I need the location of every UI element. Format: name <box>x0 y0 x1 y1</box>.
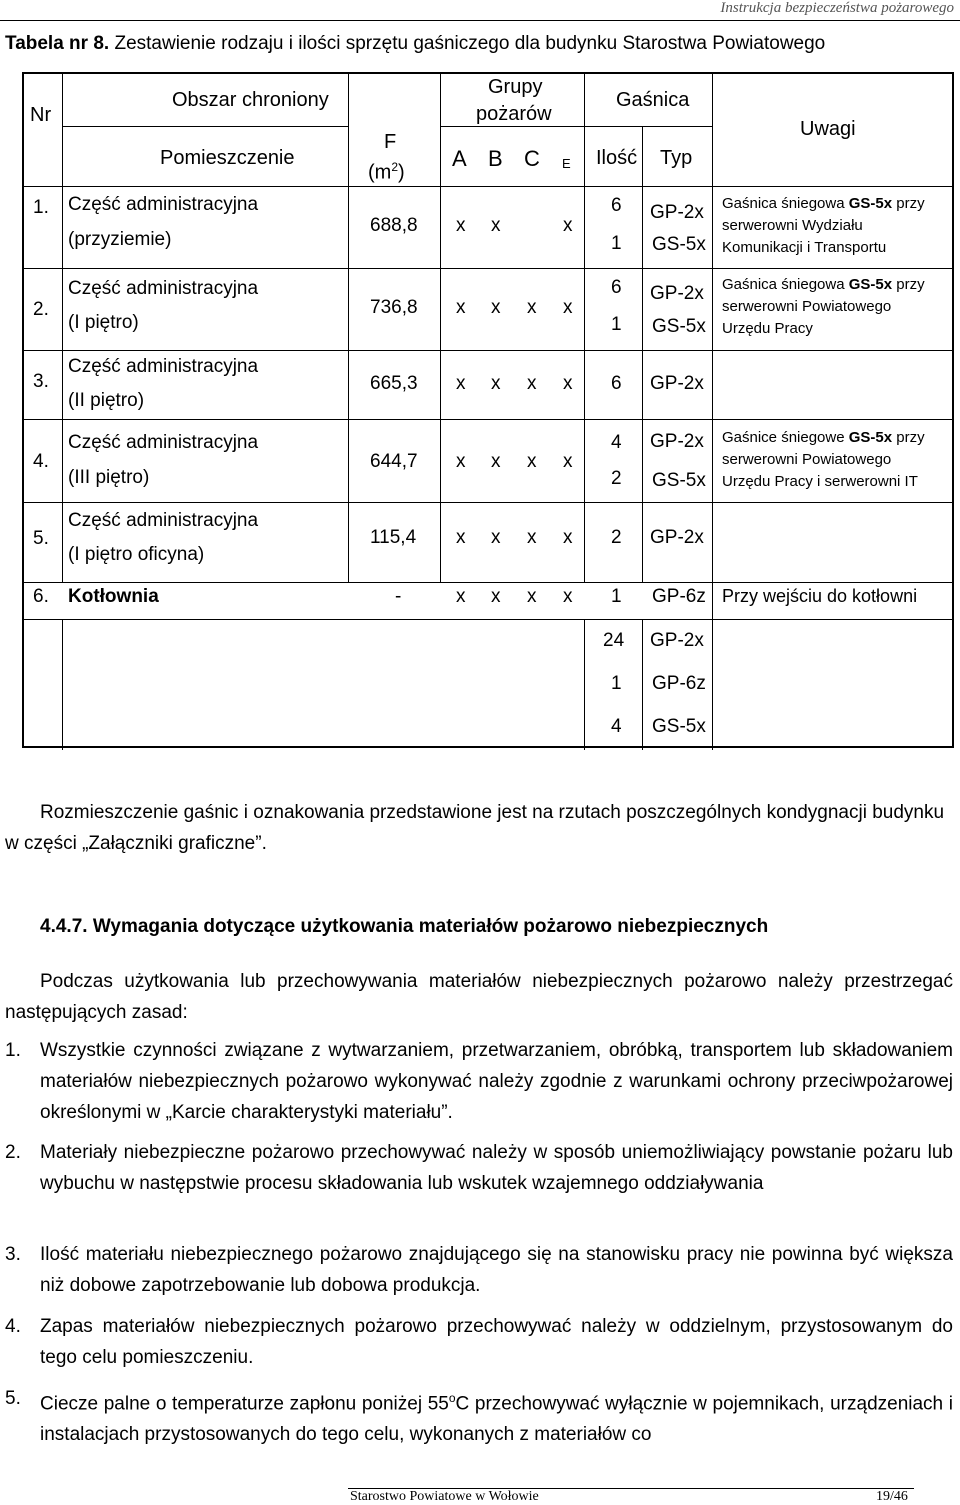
total-qty: 1 <box>611 673 622 694</box>
group-mark: x <box>491 451 501 472</box>
col-divider <box>348 74 349 582</box>
total-type: GP-6z <box>652 673 706 694</box>
total-type: GS-5x <box>652 716 706 737</box>
total-qty: 24 <box>603 630 625 651</box>
row-nr: 4. <box>33 451 49 472</box>
col-divider <box>584 74 585 582</box>
row-divider <box>24 268 954 269</box>
group-mark: x <box>563 297 573 318</box>
col-divider <box>62 74 63 582</box>
col-divider <box>440 74 441 582</box>
row-area-value: 688,8 <box>370 215 418 236</box>
row-type: GP-2x <box>650 373 704 394</box>
row-type: GP-2x <box>650 202 704 223</box>
row-area-line2: (I piętro) <box>68 312 139 333</box>
group-mark: x <box>456 527 466 548</box>
row-notes: Gaśnice śniegowe GS-5x przy serwerowni Powiatowego Urzędu Pracy i serwerowni IT <box>722 429 925 490</box>
row-divider <box>24 419 954 420</box>
item-text: Zapas materiałów niebezpiecznych pożarowo przechowywać należy w oddzielnym, przystosowanym do tego celu pomieszczeniu. <box>40 1316 953 1368</box>
item-number: 1. <box>5 1040 21 1061</box>
row-area-line2: (III piętro) <box>68 467 150 488</box>
row-type: GP-2x <box>650 431 704 452</box>
row-qty: 6 <box>611 277 622 298</box>
header-gasnica: Gaśnica <box>616 89 690 111</box>
header-e: E <box>562 156 571 171</box>
row-area-line1: Kotłownia <box>68 586 159 607</box>
row-type: GS-5x <box>652 234 706 255</box>
item-text: Ciecze palne o temperaturze zapłonu poniżej 55$^o$C przechowywać wyłącznie w pojemnikach, urządzeniach i instalacjach przystosowanych do tego celu, wykonanych z materiałów co <box>40 1391 953 1445</box>
row-qty: 6 <box>611 195 622 216</box>
header-typ: Typ <box>660 147 693 169</box>
row-area-value: 115,4 <box>370 527 417 548</box>
row-area-value: 665,3 <box>370 373 418 394</box>
caption-label: Tabela nr 8. <box>5 33 110 54</box>
row-area-value: - <box>395 586 402 607</box>
item-number: 4. <box>5 1316 21 1337</box>
row-area-line1: Część administracyjna <box>68 432 259 453</box>
row-divider <box>24 619 954 620</box>
group-mark: x <box>491 215 501 236</box>
row-qty: 1 <box>611 314 622 335</box>
note-paragraph: Rozmieszczenie gaśnic i oznakowania przedstawione jest na rzutach poszczególnych kondygnacji budynku w części „Załączniki graficzne”. <box>5 802 945 854</box>
header-uwagi: Uwagi <box>800 118 856 140</box>
item-text: Ilość materiału niebezpiecznego pożarowo znajdującego się na stanowisku pracy nie powinna być większa niż dobowe zapotrzebowanie lub dobowa produkcja. <box>40 1244 953 1296</box>
row-area-line1: Część administracyjna <box>68 356 259 377</box>
header-f: F <box>384 131 397 153</box>
row-divider <box>440 126 712 127</box>
row-area-line1: Część administracyjna <box>68 194 259 215</box>
group-mark: x <box>563 373 573 394</box>
col-divider <box>712 619 713 750</box>
row-type: GP-2x <box>650 527 704 548</box>
header-c: C <box>524 146 540 171</box>
header-grupy: Grupy <box>488 76 543 98</box>
table-caption <box>5 33 825 55</box>
row-qty: 2 <box>611 527 622 548</box>
row-qty: 1 <box>611 586 622 607</box>
row-area-line2: (przyziemie) <box>68 229 172 250</box>
group-mark: x <box>491 297 501 318</box>
header-f-unit: $(m^2)$ <box>368 160 405 184</box>
row-type: GS-5x <box>652 316 706 337</box>
header-obszar: Obszar chroniony <box>172 89 329 111</box>
group-mark: x <box>563 586 573 607</box>
caption-text: Zestawienie rodzaju i ilości sprzętu gaśniczego dla budynku Starostwa Powiatowego <box>109 33 826 54</box>
col-divider <box>712 74 713 619</box>
row-area-line2: (II piętro) <box>68 390 145 411</box>
group-mark: x <box>527 297 537 318</box>
item-number: 3. <box>5 1244 21 1265</box>
section-heading: 4.4.7. Wymagania dotyczące użytkowania materiałów pożarowo niebezpiecznych <box>40 916 769 937</box>
row-area-value: 736,8 <box>370 297 418 318</box>
extinguisher-table <box>22 72 954 748</box>
row-type: GP-6z <box>652 586 706 607</box>
group-mark: x <box>456 586 466 607</box>
running-header: Instrukcja bezpieczeństwa pożarowego <box>720 0 954 16</box>
group-mark: x <box>491 373 501 394</box>
col-divider <box>584 619 585 750</box>
row-divider <box>24 350 954 351</box>
row-area-line1: Część administracyjna <box>68 278 259 299</box>
section-intro: Podczas użytkowania lub przechowywania materiałów niebezpiecznych pożarowo należy przestrzegać następujących zasad: <box>5 971 953 1023</box>
total-qty: 4 <box>611 716 622 737</box>
footer-institution: Starostwo Powiatowe w Wołowie <box>350 1489 539 1504</box>
row-area-line2: (I piętro oficyna) <box>68 544 205 565</box>
row-qty: 2 <box>611 468 622 489</box>
group-mark: x <box>456 373 466 394</box>
group-mark: x <box>563 215 573 236</box>
row-divider <box>24 186 954 187</box>
group-mark: x <box>456 451 466 472</box>
row-divider <box>62 126 348 127</box>
header-pozarow: pożarów <box>476 103 552 125</box>
row-area-line1: Część administracyjna <box>68 510 259 531</box>
item-number: 2. <box>5 1142 21 1163</box>
item-text: Materiały niebezpieczne pożarowo przechowywać należy w sposób uniemożliwiający powstanie pożaru lub wybuchu w następstwie procesu składowania lub wskutek wzajemnego oddziaływania <box>40 1142 953 1194</box>
group-mark: x <box>527 373 537 394</box>
header-a: A <box>452 146 467 171</box>
group-mark: x <box>563 451 573 472</box>
row-notes: Gaśnica śniegowa GS-5x przy serwerowni Powiatowego Urzędu Pracy <box>722 276 925 337</box>
col-divider <box>62 619 63 750</box>
header-pomieszczenie: Pomieszczenie <box>160 147 295 169</box>
row-area-value: 644,7 <box>370 451 418 472</box>
row-divider <box>24 502 954 503</box>
group-mark: x <box>563 527 573 548</box>
group-mark: x <box>456 297 466 318</box>
item-text: Wszystkie czynności związane z wytwarzaniem, przetwarzaniem, obróbką, transportem lub składowaniem materiałów niebezpiecznych pożarowo wykonywać należy zgodnie z warunkami ochrony przeciwpożarowej określonymi w „Karcie charakterystyki materiału”. <box>40 1040 953 1123</box>
group-mark: x <box>491 586 501 607</box>
row-notes: Gaśnica śniegowa GS-5x przy serwerowni Wydziału Komunikacji i Transportu <box>722 195 925 256</box>
row-nr: 3. <box>33 371 49 392</box>
row-type: GP-2x <box>650 283 704 304</box>
header-nr: Nr <box>30 104 52 126</box>
row-qty: 6 <box>611 373 622 394</box>
page-number: 19/46 <box>876 1489 908 1504</box>
row-nr: 2. <box>33 299 49 320</box>
group-mark: x <box>527 451 537 472</box>
header-ilosc: Ilość <box>596 147 638 169</box>
group-mark: x <box>456 215 466 236</box>
group-mark: x <box>527 586 537 607</box>
row-nr: 1. <box>33 197 49 218</box>
row-qty: 4 <box>611 432 622 453</box>
header-b: B <box>488 146 503 171</box>
total-type: GP-2x <box>650 630 704 651</box>
row-qty: 1 <box>611 233 622 254</box>
row-divider <box>24 582 954 583</box>
row-type: GS-5x <box>652 470 706 491</box>
col-divider <box>642 126 643 582</box>
item-number: 5. <box>5 1388 21 1409</box>
row-nr: 6. <box>33 586 49 607</box>
row-nr: 5. <box>33 528 49 549</box>
group-mark: x <box>527 527 537 548</box>
col-divider <box>642 619 643 750</box>
header-rule <box>0 20 960 21</box>
row-notes: Przy wejściu do kotłowni <box>722 586 918 606</box>
group-mark: x <box>491 527 501 548</box>
